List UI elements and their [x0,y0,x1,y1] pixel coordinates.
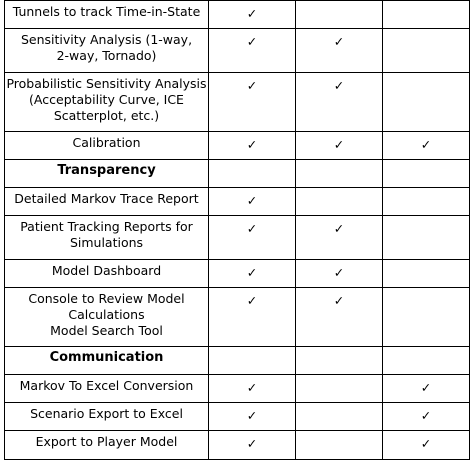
feature-label: Console to Review Model Calculations Model Search Tool [5,288,209,347]
feature-label: Detailed Markov Trace Report [5,188,209,216]
feature-label: Sensitivity Analysis (1-way, 2-way, Tornado) [5,29,209,73]
mark-cell-col-3 [383,347,470,375]
mark-cell-col-1 [209,188,296,216]
mark-cell-col-2 [296,1,383,29]
check-mark-icon: ✓ [420,137,432,152]
feature-label: Tunnels to track Time-in-State [5,1,209,29]
mark-cell-col-1 [209,73,296,132]
mark-cell-col-2 [296,216,383,260]
feature-comparison-table [4,0,470,460]
mark-cell-col-3 [383,375,470,403]
table-row [5,288,470,347]
table-row [5,29,470,73]
table-row [5,188,470,216]
check-mark-icon: ✓ [333,221,345,236]
check-mark-icon: ✓ [246,221,258,236]
section-title: Transparency [5,160,209,188]
check-mark-icon: ✓ [333,265,345,280]
check-mark-icon: ✓ [333,293,345,308]
check-mark-icon: ✓ [420,436,432,451]
mark-cell-col-3 [383,73,470,132]
mark-cell-col-3 [383,216,470,260]
feature-label: Export to Player Model [5,431,209,460]
mark-cell-col-2 [296,132,383,160]
mark-cell-col-1 [209,403,296,431]
check-mark-icon: ✓ [333,137,345,152]
mark-cell-col-1 [209,347,296,375]
section-title: Communication [5,347,209,375]
check-mark-icon: ✓ [420,408,432,423]
mark-cell-col-3 [383,260,470,288]
mark-cell-col-1 [209,216,296,260]
check-mark-icon: ✓ [246,137,258,152]
mark-cell-col-3 [383,188,470,216]
mark-cell-col-2 [296,347,383,375]
mark-cell-col-2 [296,403,383,431]
mark-cell-col-2 [296,431,383,460]
mark-cell-col-1 [209,132,296,160]
check-mark-icon: ✓ [246,380,258,395]
mark-cell-col-1 [209,29,296,73]
mark-cell-col-1 [209,160,296,188]
table-row [5,260,470,288]
mark-cell-col-1 [209,431,296,460]
mark-cell-col-1 [209,375,296,403]
table-row [5,403,470,431]
table-body [5,1,470,460]
mark-cell-col-2 [296,260,383,288]
mark-cell-col-2 [296,160,383,188]
check-mark-icon: ✓ [246,436,258,451]
check-mark-icon: ✓ [246,293,258,308]
feature-label: Markov To Excel Conversion [5,375,209,403]
mark-cell-col-3 [383,29,470,73]
mark-cell-col-3 [383,431,470,460]
check-mark-icon: ✓ [333,34,345,49]
mark-cell-col-1 [209,1,296,29]
check-mark-icon: ✓ [246,408,258,423]
table-row [5,431,470,460]
check-mark-icon: ✓ [333,78,345,93]
section-header-row [5,160,470,188]
mark-cell-col-2 [296,375,383,403]
table-row [5,216,470,260]
mark-cell-col-3 [383,132,470,160]
mark-cell-col-2 [296,73,383,132]
check-mark-icon: ✓ [246,78,258,93]
feature-label: Scenario Export to Excel [5,403,209,431]
check-mark-icon: ✓ [246,193,258,208]
feature-label: Calibration [5,132,209,160]
check-mark-icon: ✓ [246,265,258,280]
check-mark-icon: ✓ [246,6,258,21]
table-row [5,132,470,160]
mark-cell-col-2 [296,288,383,347]
feature-label: Patient Tracking Reports for Simulations [5,216,209,260]
mark-cell-col-1 [209,288,296,347]
check-mark-icon: ✓ [420,380,432,395]
feature-label: Model Dashboard [5,260,209,288]
mark-cell-col-2 [296,188,383,216]
table-row [5,375,470,403]
mark-cell-col-3 [383,160,470,188]
section-header-row [5,347,470,375]
table-row [5,73,470,132]
mark-cell-col-3 [383,403,470,431]
mark-cell-col-2 [296,29,383,73]
table-row [5,1,470,29]
mark-cell-col-3 [383,288,470,347]
mark-cell-col-1 [209,260,296,288]
mark-cell-col-3 [383,1,470,29]
check-mark-icon: ✓ [246,34,258,49]
feature-label: Probabilistic Sensitivity Analysis (Acceptability Curve, ICE Scatterplot, etc.) [5,73,209,132]
